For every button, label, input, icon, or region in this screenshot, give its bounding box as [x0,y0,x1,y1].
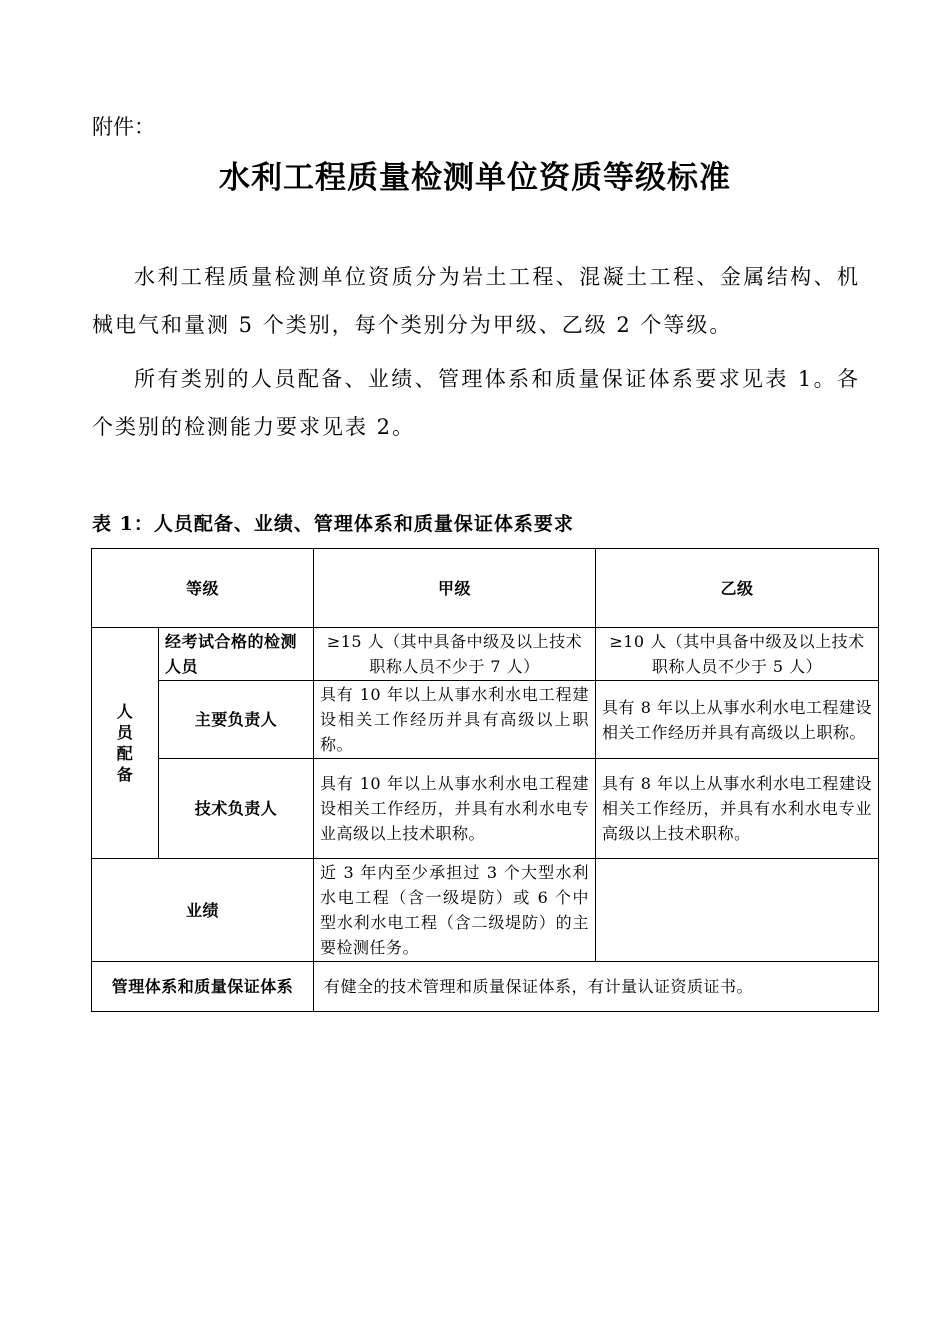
personnel-label-char: 配 [116,744,134,763]
personnel-label-char: 备 [116,765,134,784]
attachment-label: 附件： [92,115,155,139]
technical-lead-class-a: 具有 10 年以上从事水利水电工程建设相关工作经历，并具有水利水电专业高级以上技术职称。 [314,759,596,859]
personnel-label-char: 员 [116,723,134,742]
row-label-chief: 主要负责人 [159,681,314,759]
performance-class-b [596,859,879,962]
row-label-technical-lead: 技术负责人 [159,759,314,859]
table-row-technical-lead [92,759,879,859]
header-grade: 等级 [92,549,314,628]
chief-class-a: 具有 10 年以上从事水利水电工程建设相关工作经历并具有高级以上职称。 [314,681,596,759]
table-row-management [92,962,879,1012]
header-class-a: 甲级 [314,549,596,628]
personnel-label-char: 人 [116,702,134,721]
row-label-qualified-staff: 经考试合格的检测人员 [159,628,314,681]
intro-paragraph-tables: 所有类别的人员配备、业绩、管理体系和质量保证体系要求见表 1。各个类别的检测能力要求见表 2。 [92,367,860,439]
qualified-staff-class-a: ≥15 人（其中具备中级及以上技术职称人员不少于 7 人） [314,628,596,681]
table-header-row [92,549,879,628]
row-label-performance: 业绩 [92,859,314,962]
row-label-management: 管理体系和质量保证体系 [92,962,314,1012]
management-requirement: 有健全的技术管理和质量保证体系，有计量认证资质证书。 [314,962,879,1012]
document-title: 水利工程质量检测单位资质等级标准 [219,160,731,196]
requirements-table [91,548,879,1012]
table-row-qualified-staff [92,628,879,681]
table-caption: 表 1：人员配备、业绩、管理体系和质量保证体系要求 [92,513,574,535]
performance-class-a: 近 3 年内至少承担过 3 个大型水利水电工程（含一级堤防）或 6 个中型水利水电工程（含二级堤防）的主要检测任务。 [314,859,596,962]
technical-lead-class-b: 具有 8 年以上从事水利水电工程建设相关工作经历，并具有水利水电专业高级以上技术职称。 [596,759,879,859]
header-class-b: 乙级 [596,549,879,628]
qualified-staff-class-b: ≥10 人（其中具备中级及以上技术职称人员不少于 5 人） [596,628,879,681]
table-row-chief [92,681,879,759]
intro-paragraph-categories: 水利工程质量检测单位资质分为岩土工程、混凝土工程、金属结构、机械电气和量测 5 个类别，每个类别分为甲级、乙级 2 个等级。 [92,265,860,337]
table-row-performance [92,859,879,962]
personnel-group-label [92,628,159,859]
chief-class-b: 具有 8 年以上从事水利水电工程建设相关工作经历并具有高级以上职称。 [596,681,879,759]
